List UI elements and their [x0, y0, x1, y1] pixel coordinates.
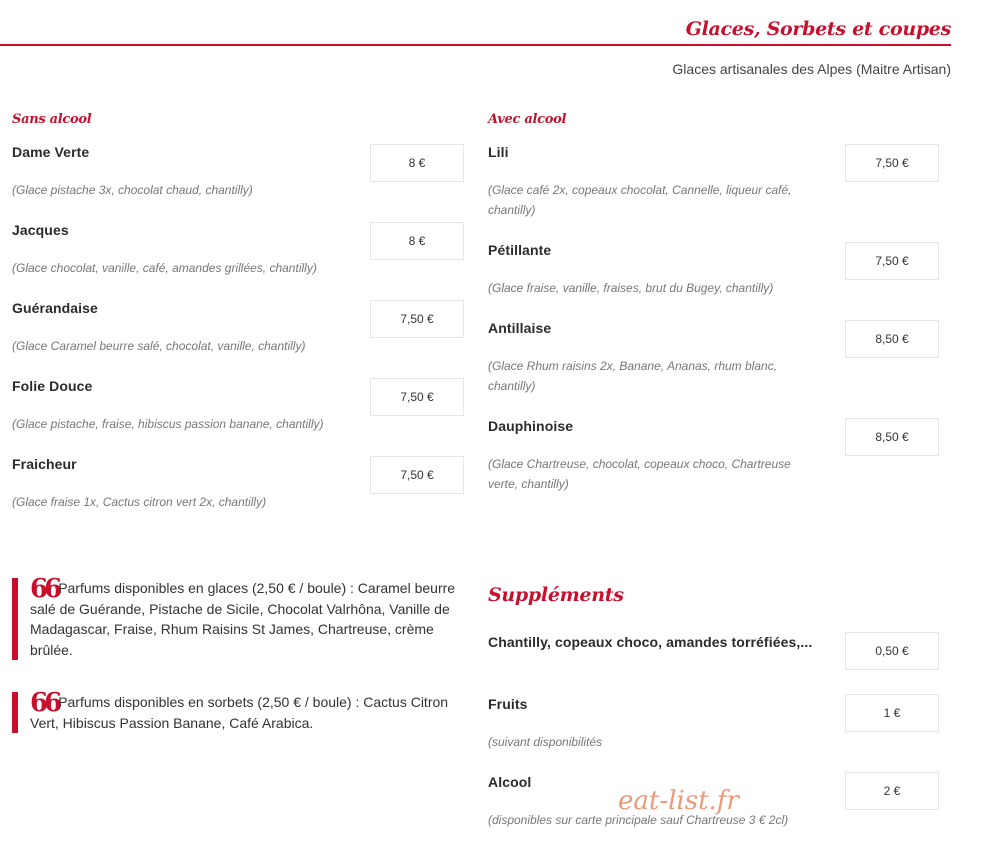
page-subtitle: Glaces artisanales des Alpes (Maitre Artisan) — [672, 61, 951, 77]
price-box: 8,50 € — [845, 320, 939, 358]
item-name: Chantilly, copeaux choco, amandes torréfiées,... — [488, 634, 813, 650]
sorbets-flavours-quote — [12, 688, 470, 733]
item-description: (Glace Caramel beurre salé, chocolat, vanille, chantilly) — [12, 339, 306, 353]
price-box: 7,50 € — [845, 144, 939, 182]
price-box: 7,50 € — [370, 456, 464, 494]
glaces-flavours-quote — [12, 574, 470, 660]
quote-text: Parfums disponibles en glaces (2,50 € / boule) : Caramel beurre salé de Guérande, Pistache de Sicile, Chocolat Valrhôna, Vanille de Madagascar, Fraise, Rhum Raisins St James, Chartreuse, crème brûlée. — [30, 580, 456, 658]
item-description: (Glace fraise 1x, Cactus citron vert 2x, chantilly) — [12, 495, 267, 509]
item-description: (Glace Rhum raisins 2x, Banane, Ananas, rhum blanc, chantilly) — [488, 359, 778, 393]
item-description: (suivant disponibilités — [488, 735, 603, 749]
menu-item — [12, 220, 464, 298]
item-description: (Glace pistache 3x, chocolat chaud, chantilly) — [12, 183, 253, 197]
price-box: 7,50 € — [370, 300, 464, 338]
item-description: (Glace café 2x, copeaux chocolat, Cannelle, liqueur café, chantilly) — [488, 183, 792, 217]
item-description: (Glace fraise, vanille, fraises, brut du Bugey, chantilly) — [488, 281, 774, 295]
item-description: (Glace Chartreuse, chocolat, copeaux choco, Chartreuse verte, chantilly) — [488, 457, 791, 491]
menu-item — [488, 694, 939, 772]
item-name: Dame Verte — [12, 144, 90, 160]
menu-item — [488, 632, 939, 694]
item-name: Alcool — [488, 774, 532, 790]
section-title-sans-alcool: Sans alcool — [12, 112, 92, 127]
item-name: Folie Douce — [12, 378, 93, 394]
item-name: Antillaise — [488, 320, 552, 336]
section-title-avec-alcool: Avec alcool — [488, 112, 567, 127]
item-name: Dauphinoise — [488, 418, 574, 434]
item-description: (Glace chocolat, vanille, café, amandes grillées, chantilly) — [12, 261, 317, 275]
price-box: 8 € — [370, 144, 464, 182]
item-name: Jacques — [12, 222, 69, 238]
item-name: Fruits — [488, 696, 528, 712]
price-box: 2 € — [845, 772, 939, 810]
item-name: Fraicheur — [12, 456, 77, 472]
price-box: 8,50 € — [845, 418, 939, 456]
price-box: 0,50 € — [845, 632, 939, 670]
quote-icon: 66 — [30, 688, 59, 718]
price-box: 7,50 € — [845, 242, 939, 280]
item-description: (Glace pistache, fraise, hibiscus passion banane, chantilly) — [12, 417, 324, 431]
watermark: eat-list.fr — [618, 786, 739, 816]
menu-item — [12, 376, 464, 454]
menu-item — [12, 142, 464, 220]
avec-alcool-section — [488, 112, 939, 514]
header-divider — [0, 44, 951, 46]
item-name: Guérandaise — [12, 300, 98, 316]
menu-item — [488, 240, 939, 318]
price-box: 8 € — [370, 222, 464, 260]
supplements-title: Suppléments — [488, 584, 624, 606]
menu-item — [488, 318, 939, 416]
menu-item — [12, 298, 464, 376]
price-box: 7,50 € — [370, 378, 464, 416]
item-name: Pétillante — [488, 242, 552, 258]
price-box: 1 € — [845, 694, 939, 732]
menu-item — [488, 416, 939, 514]
quote-text: Parfums disponibles en sorbets (2,50 € / boule) : Cactus Citron Vert, Hibiscus Passion Banane, Café Arabica. — [30, 694, 449, 731]
menu-item — [12, 454, 464, 532]
quote-icon: 66 — [30, 574, 59, 604]
supplements-section — [488, 632, 939, 850]
item-description: (disponibles sur carte principale sauf Chartreuse 3 € 2cl) — [488, 813, 789, 827]
menu-item — [488, 142, 939, 240]
page-title: Glaces, Sorbets et coupes — [685, 18, 951, 40]
sans-alcool-section — [12, 112, 464, 532]
item-name: Lili — [488, 144, 509, 160]
